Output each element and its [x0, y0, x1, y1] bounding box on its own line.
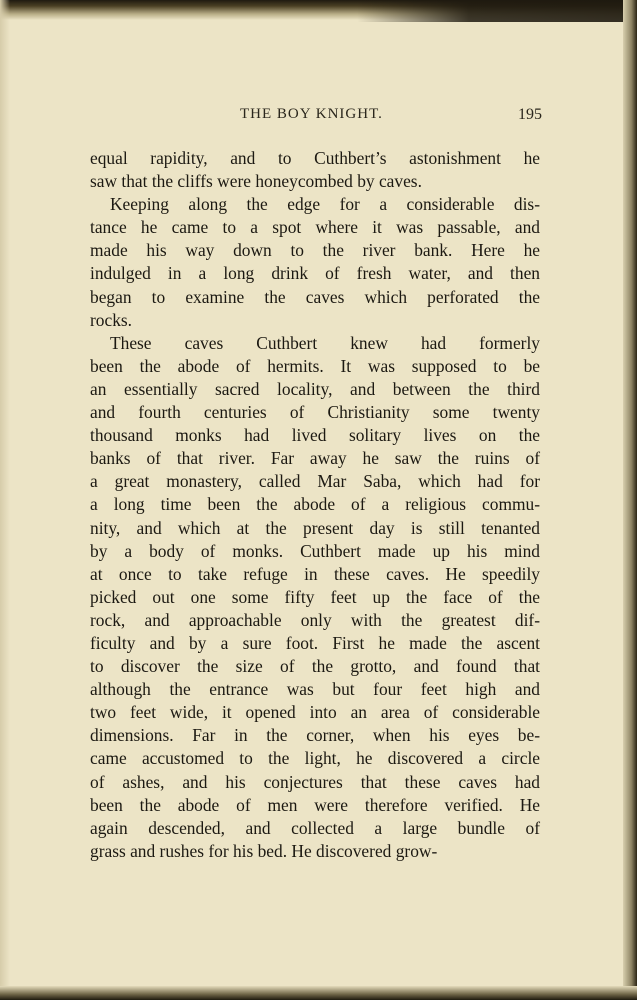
text-line: saw that the cliffs were honeycombed by caves. [90, 171, 422, 192]
text-line: rocks. [90, 309, 133, 330]
paragraph [90, 147, 540, 193]
text-line: and fourth centuries of Christianity some twenty [90, 402, 540, 423]
page-number: 195 [518, 106, 542, 123]
text-line: began to examine the caves which perforated the [90, 286, 540, 307]
text-line: rock, and approachable only with the greatest dif- [90, 609, 540, 630]
text-line: although the entrance was but four feet high and [90, 679, 540, 700]
text-line: again descended, and collected a large bundle of [90, 817, 540, 838]
page-top-shadow [357, 0, 637, 22]
text-line: made his way down to the river bank. Here he [90, 240, 540, 261]
text-line: grass and rushes for his bed. He discovered grow- [90, 840, 438, 861]
text-line: banks of that river. Far away he saw the ruins of [90, 448, 540, 469]
body-text [90, 147, 540, 863]
text-line: to discover the size of the grotto, and found that [90, 656, 540, 677]
text-line: of ashes, and his conjectures that these caves had [90, 771, 540, 792]
text-line: at once to take refuge in these caves. He speedily [90, 563, 540, 584]
paragraph [90, 332, 540, 863]
running-title: THE BOY KNIGHT. [240, 106, 383, 122]
text-line: dimensions. Far in the corner, when his eyes be- [90, 725, 540, 746]
text-line: came accustomed to the light, he discovered a circle [90, 748, 540, 769]
text-line: indulged in a long drink of fresh water, and then [90, 263, 540, 284]
text-line: been the abode of hermits. It was supposed to be [90, 355, 540, 376]
page-left-shade [0, 0, 10, 1000]
text-line: an essentially sacred locality, and between the third [90, 378, 540, 399]
text-line: two feet wide, it opened into an area of considerable [90, 702, 540, 723]
text-line: been the abode of men were therefore verified. He [90, 794, 540, 815]
text-line: Keeping along the edge for a considerable dis- [110, 194, 540, 215]
text-line: tance he came to a spot where it was passable, and [90, 217, 540, 238]
running-header [90, 106, 542, 128]
text-line: a long time been the abode of a religious commu- [90, 494, 540, 515]
text-line: thousand monks had lived solitary lives on the [90, 425, 540, 446]
text-line: equal rapidity, and to Cuthbert’s astonishment he [90, 148, 540, 168]
paragraph [90, 193, 540, 332]
page-bottom-edge [0, 986, 637, 1000]
text-line: by a body of monks. Cuthbert made up his mind [90, 540, 540, 561]
text-line: nity, and which at the present day is still tenanted [90, 517, 540, 538]
text-line: picked out one some fifty feet up the face of the [90, 586, 540, 607]
text-line: ficulty and by a sure foot. First he made the ascent [90, 632, 540, 653]
page-right-edge [623, 0, 637, 1000]
text-line: a great monastery, called Mar Saba, which had for [90, 471, 540, 492]
text-line: These caves Cuthbert knew had formerly [110, 332, 540, 353]
